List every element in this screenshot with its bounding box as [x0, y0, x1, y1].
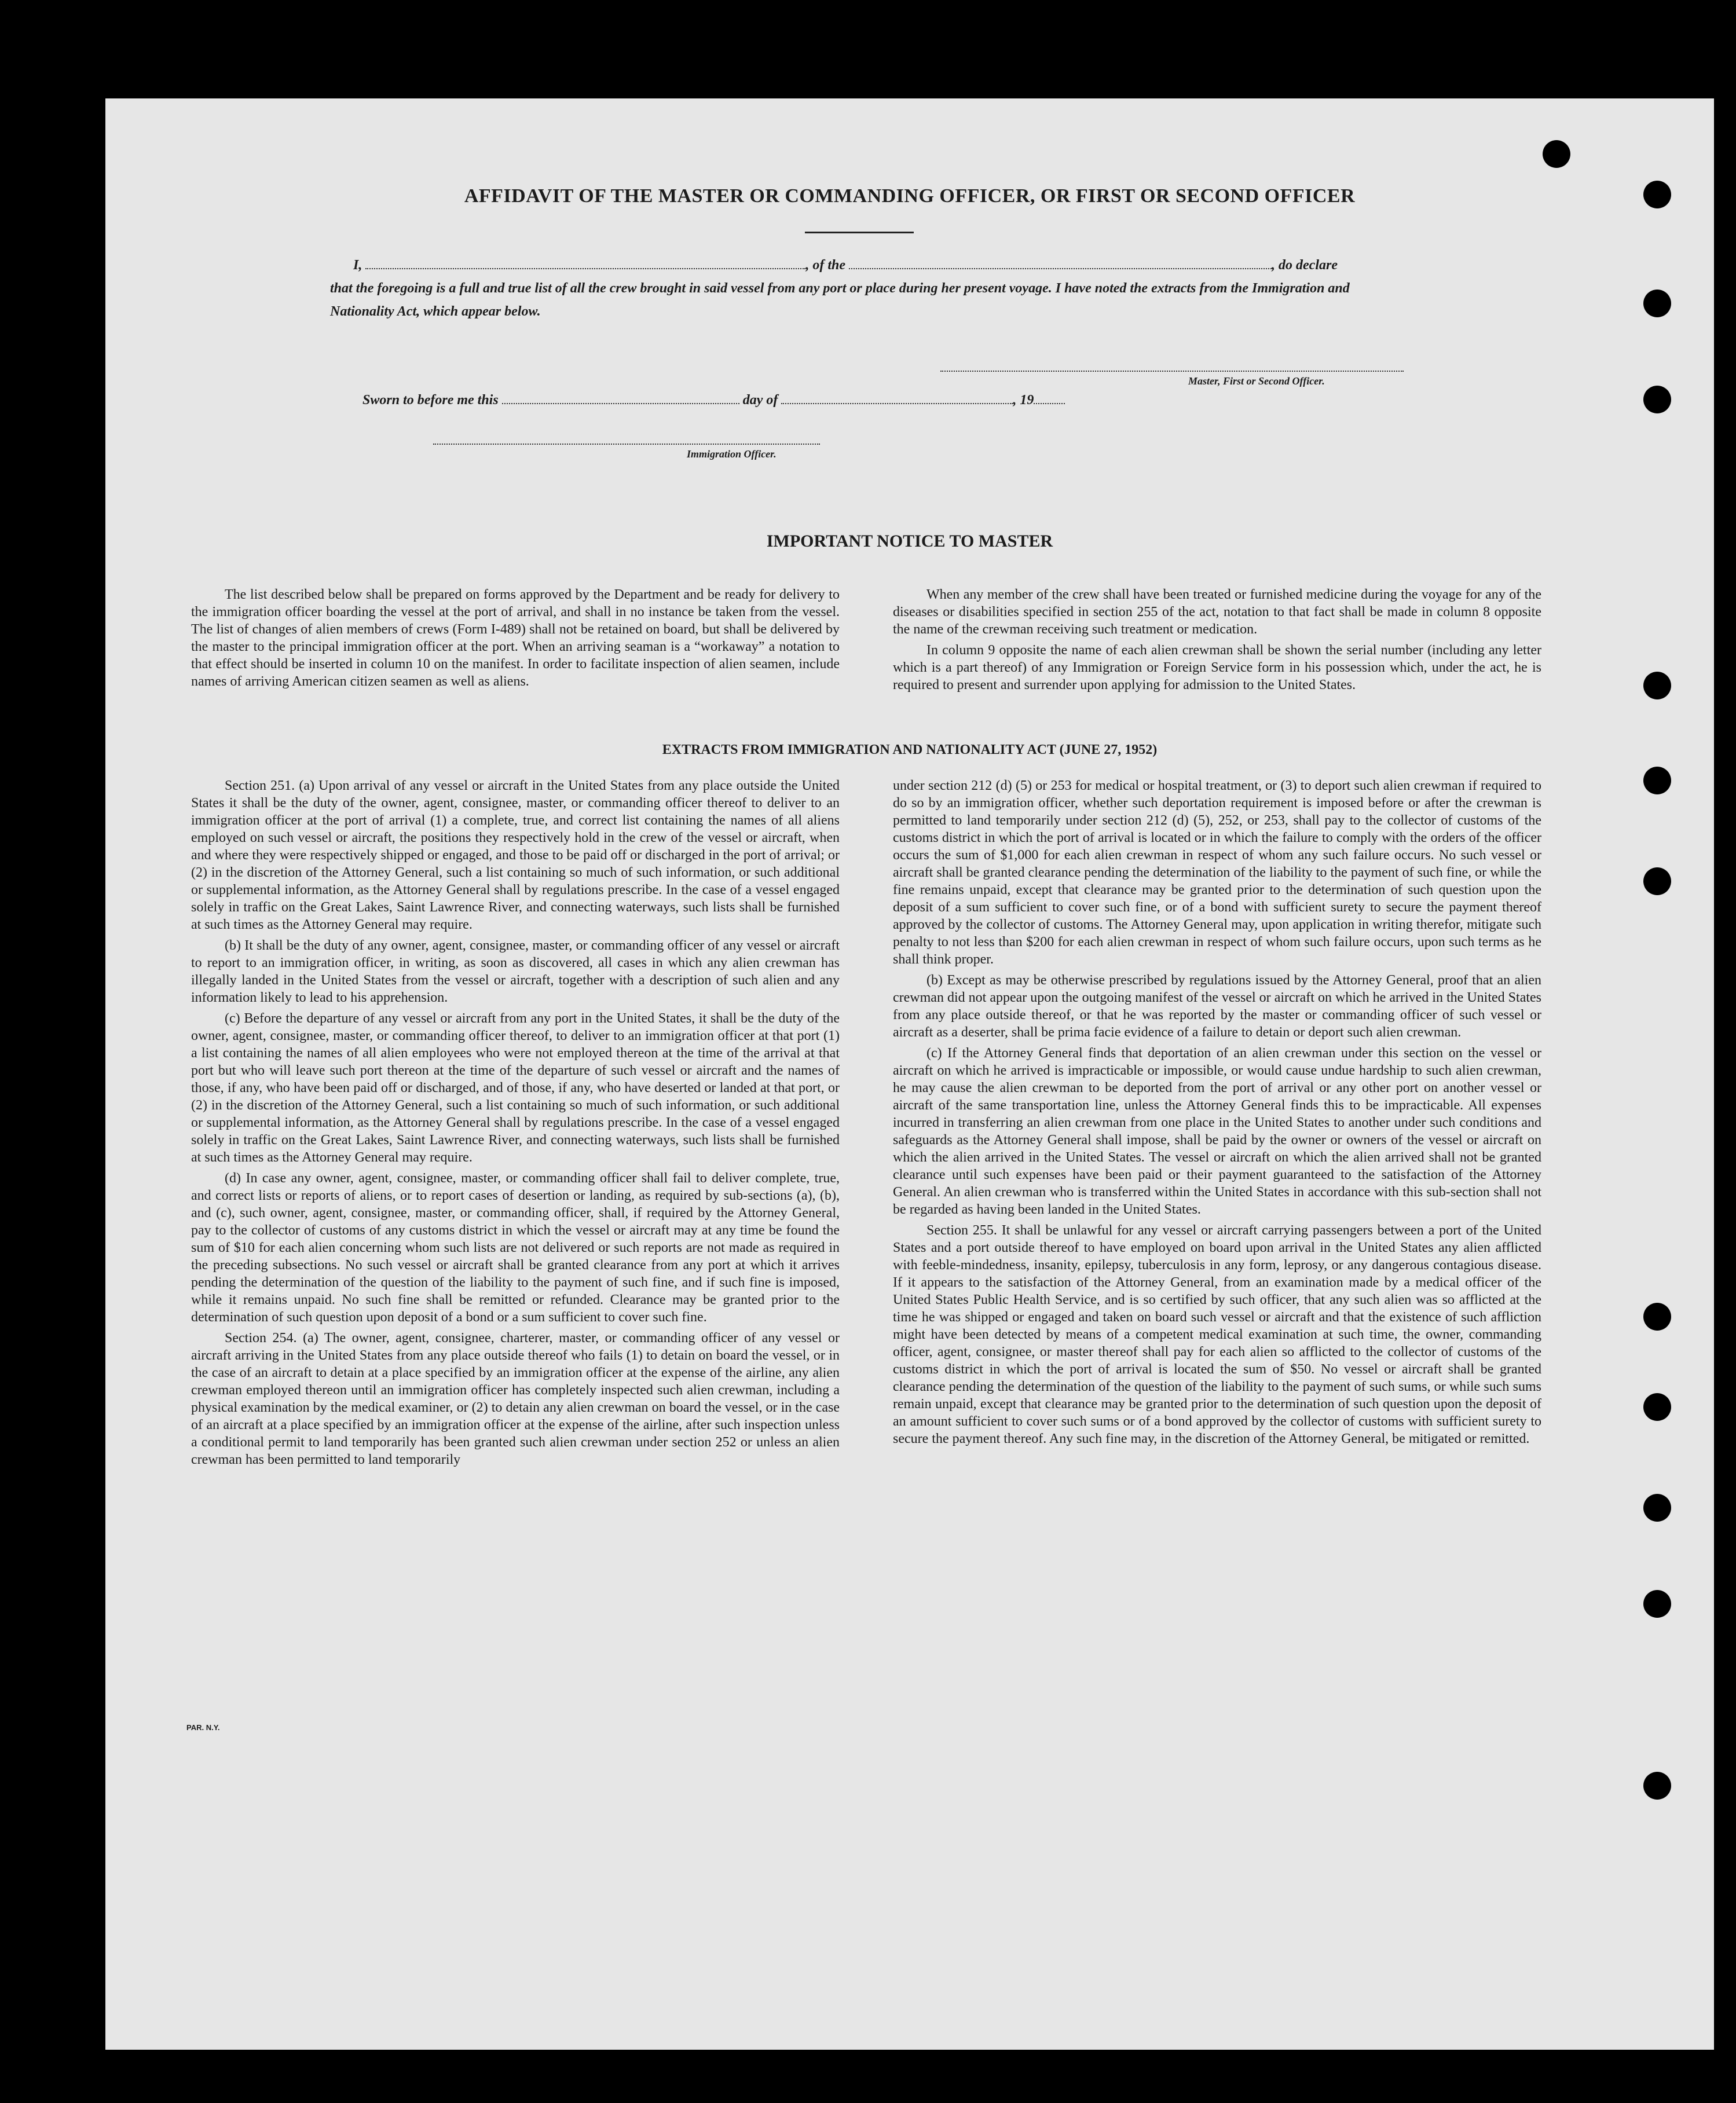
section-251-c: (c) Before the departure of any vessel or aircraft from any port in the United States, it shall be the duty of the owner, agent, consignee, master, or commanding officer thereof, to deliver to an immigration officer at that port (1) a list containing the names of all alien employees who were not employed thereon at the time of the arrival at that port but who will leave such port thereon at the time of the departure of such vessel or aircraft and the names of those, if any, who have been paid off or discharged, and of those, if any, who have deserted or landed at that port, or (2) in the discretion of the Attorney General, such a list containing so much of such information, or such additional or supplemental information, as the Attorney General shall by regulations prescribe. In the case of a vessel engaged solely in traffic on the Great Lakes, Saint Lawrence River, and connecting waterways, such lists shall be furnished at such times as the Attorney General may require.	[191, 1011, 840, 1165]
printer-mark: PAR. N.Y.	[186, 1723, 220, 1732]
punch-hole	[1643, 181, 1671, 208]
punch-hole	[1643, 1494, 1671, 1522]
punch-hole	[1643, 386, 1671, 413]
extracts-left-column	[191, 777, 840, 1472]
form-page	[105, 98, 1714, 2050]
notice-right-paragraph-1: When any member of the crew shall have been treated or furnished medicine during the voyage for any of the diseases or disabilities specified in section 255 of the act, notation to that fact shall be made in column 8 opposite the name of the crewman receiving such treatment or medication.	[893, 587, 1541, 637]
section-251-a: Section 251. (a) Upon arrival of any vessel or aircraft in the United States from any place outside the United States it shall be the duty of the owner, agent, consignee, master, or commanding officer thereof to deliver to an immigration officer at the port of arrival (1) a complete, true, and correct list containing the names of all aliens employed on such vessel or aircraft, the positions they respectively hold in the crew of the vessel or aircraft, when and where they were respectively shipped or engaged, and those to be paid off or discharged in the port of arrival; or (2) in the discretion of the Attorney General, such a list containing so much of such information, or such additional or supplemental information, as the Attorney General shall by regulations prescribe. In the case of a vessel engaged solely in traffic on the Great Lakes, Saint Lawrence River, and connecting waterways, such lists shall be furnished at such times as the Attorney General may require.	[191, 778, 840, 932]
year-label: , 19	[1013, 393, 1034, 408]
affidavit-title: AFFIDAVIT OF THE MASTER OR COMMANDING OFFICER, OR FIRST OR SECOND OFFICER	[464, 185, 1356, 207]
officer-signature-line[interactable]	[433, 444, 820, 445]
punch-hole	[1643, 867, 1671, 895]
declaration-text: that the foregoing is a full and true list of all the crew brought in said vessel from any port or place during her present voyage. I have noted the extracts from the Immigration and Nationality Act, which appear below.	[330, 281, 1350, 319]
notice-right-column	[893, 586, 1541, 697]
punch-hole	[1643, 672, 1671, 699]
sworn-line	[362, 393, 1065, 408]
section-251-d: (d) In case any owner, agent, consignee, master, or commanding officer shall fail to deliver complete, true, and correct lists or reports of aliens, or to report cases of desertion or landing, as required by sub-sections (a), (b), and (c), such owner, agent, consignee, master, or commanding officer, shall, if required by the Attorney General, pay to the collector of customs of any customs district in which the vessel or aircraft may at any time be found the sum of $10 for each alien concerning whom such lists are not delivered or such reports are not made as required in the preceding subsections. No such vessel or aircraft shall be granted clearance from any port at which it arrives pending the determination of the question of the liability to the payment of such fine, and if such fine is imposed, while it remains unpaid. No such fine shall be remitted or refunded. Clearance may be granted prior to the determination of such question upon deposit of a bond or a sum sufficient to cover such fine.	[191, 1171, 840, 1325]
master-signature-line[interactable]	[940, 371, 1404, 372]
sworn-year-field[interactable]	[1034, 393, 1065, 404]
notice-right-paragraph-2: In column 9 opposite the name of each alien crewman shall be shown the serial number (including any letter which is a part thereof) of any Immigration or Foreign Service form in his possession which, under the act, he is required to present and surrender upon applying for admission to the United States.	[893, 643, 1541, 693]
declaration-fill-line	[330, 254, 1396, 277]
punch-hole	[1643, 1590, 1671, 1618]
punch-hole	[1643, 1393, 1671, 1421]
section-254-b: (b) Except as may be otherwise prescribed by regulations issued by the Attorney General, proof that an alien crewman did not appear upon the outgoing manifest of the vessel or aircraft on which he arrived in the United States from any place outside thereof, or that he was reported by the master or commanding officer of such vessel or aircraft as a deserter, shall be prima facie evidence of a failure to detain or deport such alien crewman.	[893, 973, 1541, 1040]
notice-left-paragraph: The list described below shall be prepared on forms approved by the Department and be ready for delivery to the immigration officer boarding the vessel at the port of arrival, and shall in no instance be taken from the vessel. The list of changes of alien members of crews (Form I-489) shall not be retained on board, but shall be delivered by the master to the principal immigration officer at the port. When an arriving seaman is a “workaway” a notation to that effect should be inserted in column 10 on the manifest. In order to facilitate inspection of alien seamen, include names of arriving American citizen seamen as well as aliens.	[191, 587, 840, 689]
notice-left-column	[191, 586, 840, 694]
sworn-label: Sworn to before me this	[362, 393, 499, 408]
punch-hole	[1543, 140, 1570, 168]
section-251-b: (b) It shall be the duty of any owner, agent, consignee, master, or commanding officer of any vessel or aircraft to report to an immigration officer, in writing, as soon as discovered, all cases in which any alien crewman has illegally landed in the United States from the vessel or aircraft, together with a description of such alien and any information likely to lead to his apprehension.	[191, 938, 840, 1005]
vessel-field[interactable]	[849, 258, 1272, 269]
of-the-label: , of the	[805, 258, 846, 273]
section-254-a-continued: under section 212 (d) (5) or 253 for medical or hospital treatment, or (3) to deport such alien crewman if required to do so by an immigration officer, whether such deportation requirement is imposed before or after the crewman is permitted to land temporarily under section 212 (d) (5), 252, or 253, shall pay to the collector of customs of the customs district in which the port of arrival is located or in which the failure to comply with the orders of the officer occurs the sum of $1,000 for each alien crewman in respect of whom any such failure occurs. No such vessel or aircraft shall be granted clearance pending the determination of the liability to the payment of such fine, or while the fine remains unpaid, except that clearance may be granted prior to the determination of such question upon the deposit of a sum sufficient to cover such fine, or of a bond with sufficient surety to secure the payment thereof approved by the collector of customs. The Attorney General may, upon application in writing therefor, mitigate such penalty to not less than $200 for each alien crewman in respect of whom such failure occurs, upon such terms as he shall think proper.	[893, 778, 1541, 967]
master-caption: Master, First or Second Officer.	[1188, 375, 1325, 387]
section-254-c: (c) If the Attorney General finds that deportation of an alien crewman under this section on the vessel or aircraft on which he arrived is impracticable or impossible, or would cause undue hardship to such alien crewman, he may cause the alien crewman to be deported from the port of arrival or any other port on another vessel or aircraft of the same transportation line, unless the Attorney General finds this to be impracticable. All expenses incurred in transferring an alien crewman from one place in the United States to another under such conditions and safeguards as the Attorney General shall impose, shall be paid by the owner or owners of the vessel or aircraft on which the alien arrived in the United States. The vessel or aircraft on which the alien arrived shall not be granted clearance until such expenses have been paid or their payment guaranteed to the satisfaction of the Attorney General. An alien crewman who is transferred within the United States in accordance with this sub-section shall not be regarded as having been landed in the United States.	[893, 1046, 1541, 1217]
punch-hole	[1643, 290, 1671, 317]
sworn-day-field[interactable]	[502, 393, 739, 404]
punch-hole	[1643, 1772, 1671, 1800]
name-field[interactable]	[365, 258, 805, 269]
punch-hole	[1643, 767, 1671, 794]
section-255: Section 255. It shall be unlawful for any vessel or aircraft carrying passengers between a port of the United States and a port outside thereof to have employed on board upon arrival in the United States any alien afflicted with feeble-mindedness, insanity, epilepsy, tuberculosis in any form, leprosy, or any dangerous contagious disease. If it appears to the satisfaction of the Attorney General, from an examination made by a medical officer of the United States Public Health Service, and is so certified by such officer, that any such alien was so afflicted at the time he was shipped or engaged and taken on board such vessel or aircraft and that the existence of such affliction might have been detected by means of a competent medical examination at such time, the owner, commanding officer, agent, consignee, or master thereof shall pay for each alien so afflicted to the collector of customs of the customs district in which the port of arrival is located the sum of $50. No vessel or aircraft shall be granted clearance pending the determination of the question of the liability to the payment of such sums, or while such sums remain unpaid, except that clearance may be granted prior to the determination of such question upon the deposit of an amount sufficient to cover such sums or of a bond approved by the collector of customs with sufficient surety to secure the payment thereof. Any such fine may, in the discretion of the Attorney General, be mitigated or remitted.	[893, 1223, 1541, 1446]
declare-label: , do declare	[1272, 258, 1338, 273]
punch-hole	[1643, 1303, 1671, 1331]
notice-title: IMPORTANT NOTICE TO MASTER	[766, 532, 1053, 551]
i-label: I,	[353, 258, 362, 273]
sworn-month-field[interactable]	[781, 393, 1013, 404]
extracts-right-column	[893, 777, 1541, 1451]
officer-caption: Immigration Officer.	[687, 448, 777, 460]
extracts-title: EXTRACTS FROM IMMIGRATION AND NATIONALITY ACT (JUNE 27, 1952)	[662, 742, 1158, 757]
section-254-a: Section 254. (a) The owner, agent, consignee, charterer, master, or commanding officer of any vessel or aircraft arriving in the United States from any place outside thereof who fails (1) to detain on board the vessel, or in the case of an aircraft to detain at a place specified by an immigration officer at the expense of the airline, any alien crewman employed thereon until an immigration officer has completely inspected such alien crewman, including a physical examination by the medical examiner, or (2) to detain any alien crewman on board the vessel, or in the case of an aircraft at a place specified by an immigration officer at the expense of the airline, after such inspection unless a conditional permit to land temporarily has been granted such alien crewman under section 252 or unless an alien crewman has been permitted to land temporarily	[191, 1331, 840, 1467]
day-of-label: day of	[742, 393, 778, 408]
title-rule	[805, 232, 914, 233]
declaration-block	[330, 254, 1396, 323]
